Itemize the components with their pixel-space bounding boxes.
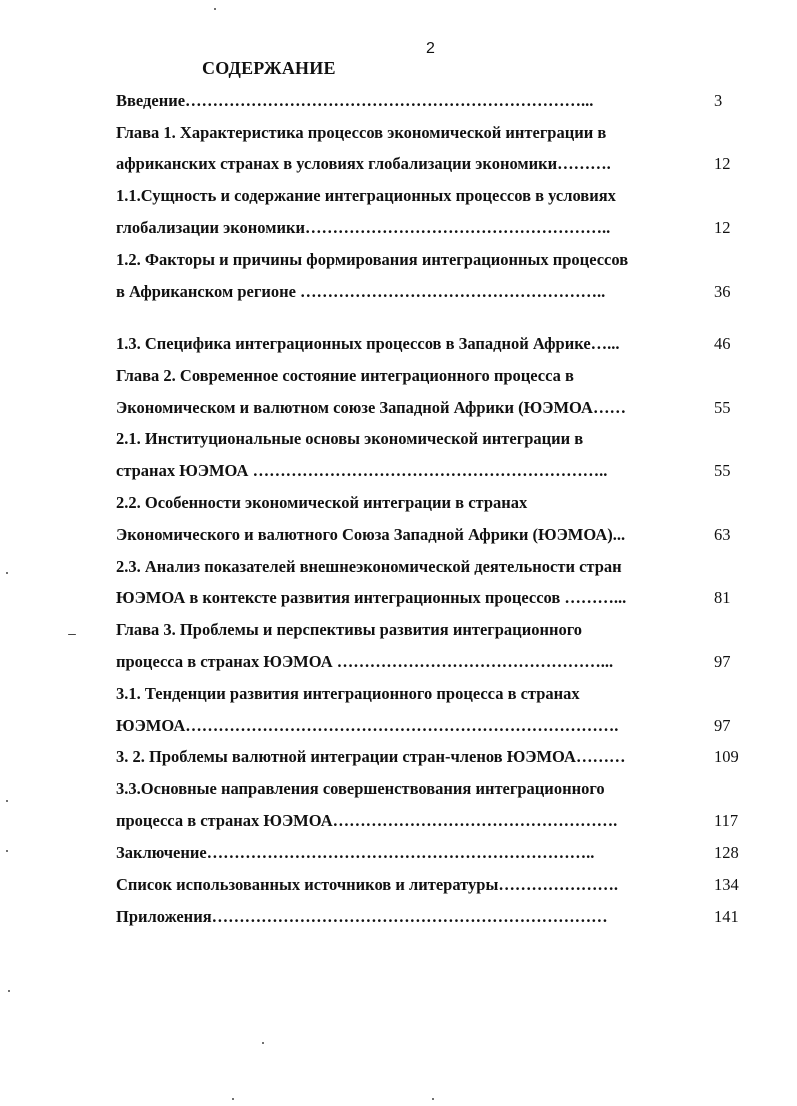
toc-entry-page: 55 [714,398,731,417]
toc-entry-page: 55 [714,461,731,480]
toc-entry [116,647,756,677]
toc-entry-page: 46 [714,334,731,353]
toc-entry [116,361,756,391]
toc-entry [116,456,756,486]
toc-entry-text: 2.1. Институциональные основы экономической интеграции в [116,429,584,448]
toc-entry-page: 12 [714,154,731,173]
toc-entry-text: странах ЮЭМОА ……………………………………………………….. [116,461,608,480]
toc-entry-page: 81 [714,588,731,607]
toc-entry-text: Приложения……………………………………………………………… [116,907,608,926]
toc-entry-text: в Африканском регионе ……………………………………………….. [116,282,606,301]
toc-entry-text: Экономического и валютного Союза Западной Африки (ЮЭМОА)... [116,525,626,544]
toc-entry [116,213,756,243]
toc-entry [116,393,756,423]
toc-entry-text: Глава 3. Проблемы и перспективы развития интеграционного [116,620,583,639]
toc-entry-page: 97 [714,716,731,735]
toc-entry-text: 1.1.Сущность и содержание интеграционных процессов в условиях [116,186,616,205]
toc-entry [116,245,756,275]
scan-speck [6,572,8,574]
toc-entry [116,488,756,518]
toc-entry-text: 1.2. Факторы и причины формирования интеграционных процессов [116,250,629,269]
toc-entry [116,679,756,709]
toc-entry-page: 134 [714,875,739,894]
toc-entry-text: процесса в странах ЮЭМОА……………………………………………. [116,811,618,830]
toc-entry [116,118,756,148]
toc-entry-text: Список использованных источников и литературы…………………. [116,875,618,894]
scan-speck [262,1042,264,1044]
scan-speck [432,1098,434,1100]
scan-speck [214,8,216,10]
toc-entry-text: Экономическом и валютном союзе Западной Африки (ЮЭМОА…… [116,398,626,417]
toc-entry-text: 1.3. Специфика интеграционных процессов в Западной Африке…... [116,334,620,353]
toc-entry [116,742,756,772]
toc-entry-text: 3. 2. Проблемы валютной интеграции стран-членов ЮЭМОА……… [116,747,626,766]
toc-entry-text: Глава 2. Современное состояние интеграционного процесса в [116,366,574,385]
toc-entry-page: 3 [714,91,723,110]
toc-entry [116,277,756,307]
toc-entry-text: ЮЭМОА……………………………………………………………………. [116,716,619,735]
page-number: 2 [426,40,435,57]
toc-entry [116,520,756,550]
toc-entry [116,86,756,116]
toc-entry [116,583,756,613]
toc-entry [116,149,756,179]
scan-speck [68,634,76,635]
toc-entry-text: 3.1. Тенденции развития интеграционного процесса в странах [116,684,580,703]
toc-entry-text: 3.3.Основные направления совершенствования интеграционного [116,779,605,798]
toc-entry [116,552,756,582]
toc-entry [116,615,756,645]
toc-entry-page: 117 [714,811,739,830]
toc-entry [116,774,756,804]
toc-entry [116,806,756,836]
toc-entry-text: 2.2. Особенности экономической интеграции в странах [116,493,528,512]
toc-entry-text: Глава 1. Характеристика процессов экономической интеграции в [116,123,607,142]
toc-entry-page: 97 [714,652,731,671]
page-title: СОДЕРЖАНИЕ [202,58,336,78]
toc-entry-page: 128 [714,843,739,862]
toc-entry [116,424,756,454]
scan-speck [6,800,8,802]
scan-speck [6,850,8,852]
toc-entry [116,902,756,932]
toc-entry [116,181,756,211]
toc-entry-text: процесса в странах ЮЭМОА …………………………………………... [116,652,614,671]
toc-entry [116,838,756,868]
toc-entry-text: Введение………………………………………………………………... [116,91,594,110]
toc-entry-page: 141 [714,907,739,926]
toc-entry-text: африканских странах в условиях глобализации экономики………. [116,154,611,173]
toc-entry-text: Заключение…………………………………………………………….. [116,843,595,862]
scan-speck [232,1098,234,1100]
toc-entry [116,870,756,900]
toc-entry [116,711,756,741]
scan-speck [8,990,10,992]
toc-entry-text: 2.3. Анализ показателей внешнеэкономической деятельности стран [116,557,622,576]
toc-entry-page: 36 [714,282,731,301]
toc-entry-text: глобализации экономики……………………………………………….. [116,218,611,237]
toc-entry-text: ЮЭМОА в контексте развития интеграционных процессов ………... [116,588,627,607]
toc-entry-page: 12 [714,218,731,237]
toc-entry-page: 63 [714,525,731,544]
toc-entry [116,329,756,359]
toc-entry-page: 109 [714,747,739,766]
